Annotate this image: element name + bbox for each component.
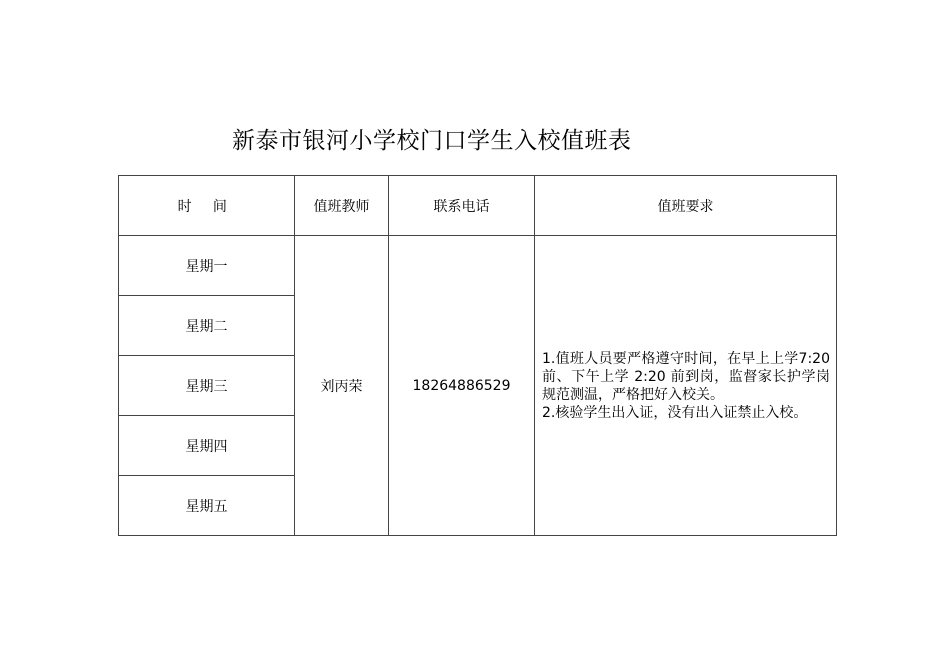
header-time bbox=[119, 176, 295, 236]
header-requirements: 值班要求 bbox=[535, 176, 837, 236]
day-cell-tuesday: 星期二 bbox=[119, 296, 295, 356]
requirements-cell bbox=[535, 236, 837, 536]
requirements-text bbox=[535, 350, 836, 422]
header-teacher: 值班教师 bbox=[295, 176, 389, 236]
header-phone: 联系电话 bbox=[389, 176, 535, 236]
page-title: 新泰市银河小学校门口学生入校值班表 bbox=[232, 128, 632, 154]
requirement-item-2: 2.核验学生出入证，没有出入证禁止入校。 bbox=[542, 404, 808, 421]
requirement-item-1: 1.值班人员要严格遵守时间，在早上上学7:20 前、下午上学 2:20 前到岗，监督家长护学岗规范测温，严格把好入校关。 bbox=[542, 350, 830, 403]
header-time-label: 时 间 bbox=[177, 198, 236, 215]
day-cell-monday: 星期一 bbox=[119, 236, 295, 296]
teacher-cell: 刘丙荣 bbox=[295, 236, 389, 536]
duty-table bbox=[118, 175, 837, 536]
day-cell-thursday: 星期四 bbox=[119, 416, 295, 476]
day-cell-wednesday: 星期三 bbox=[119, 356, 295, 416]
phone-cell: 18264886529 bbox=[389, 236, 535, 536]
day-cell-friday: 星期五 bbox=[119, 476, 295, 536]
table-header-row bbox=[119, 176, 837, 236]
table-row bbox=[119, 236, 837, 296]
